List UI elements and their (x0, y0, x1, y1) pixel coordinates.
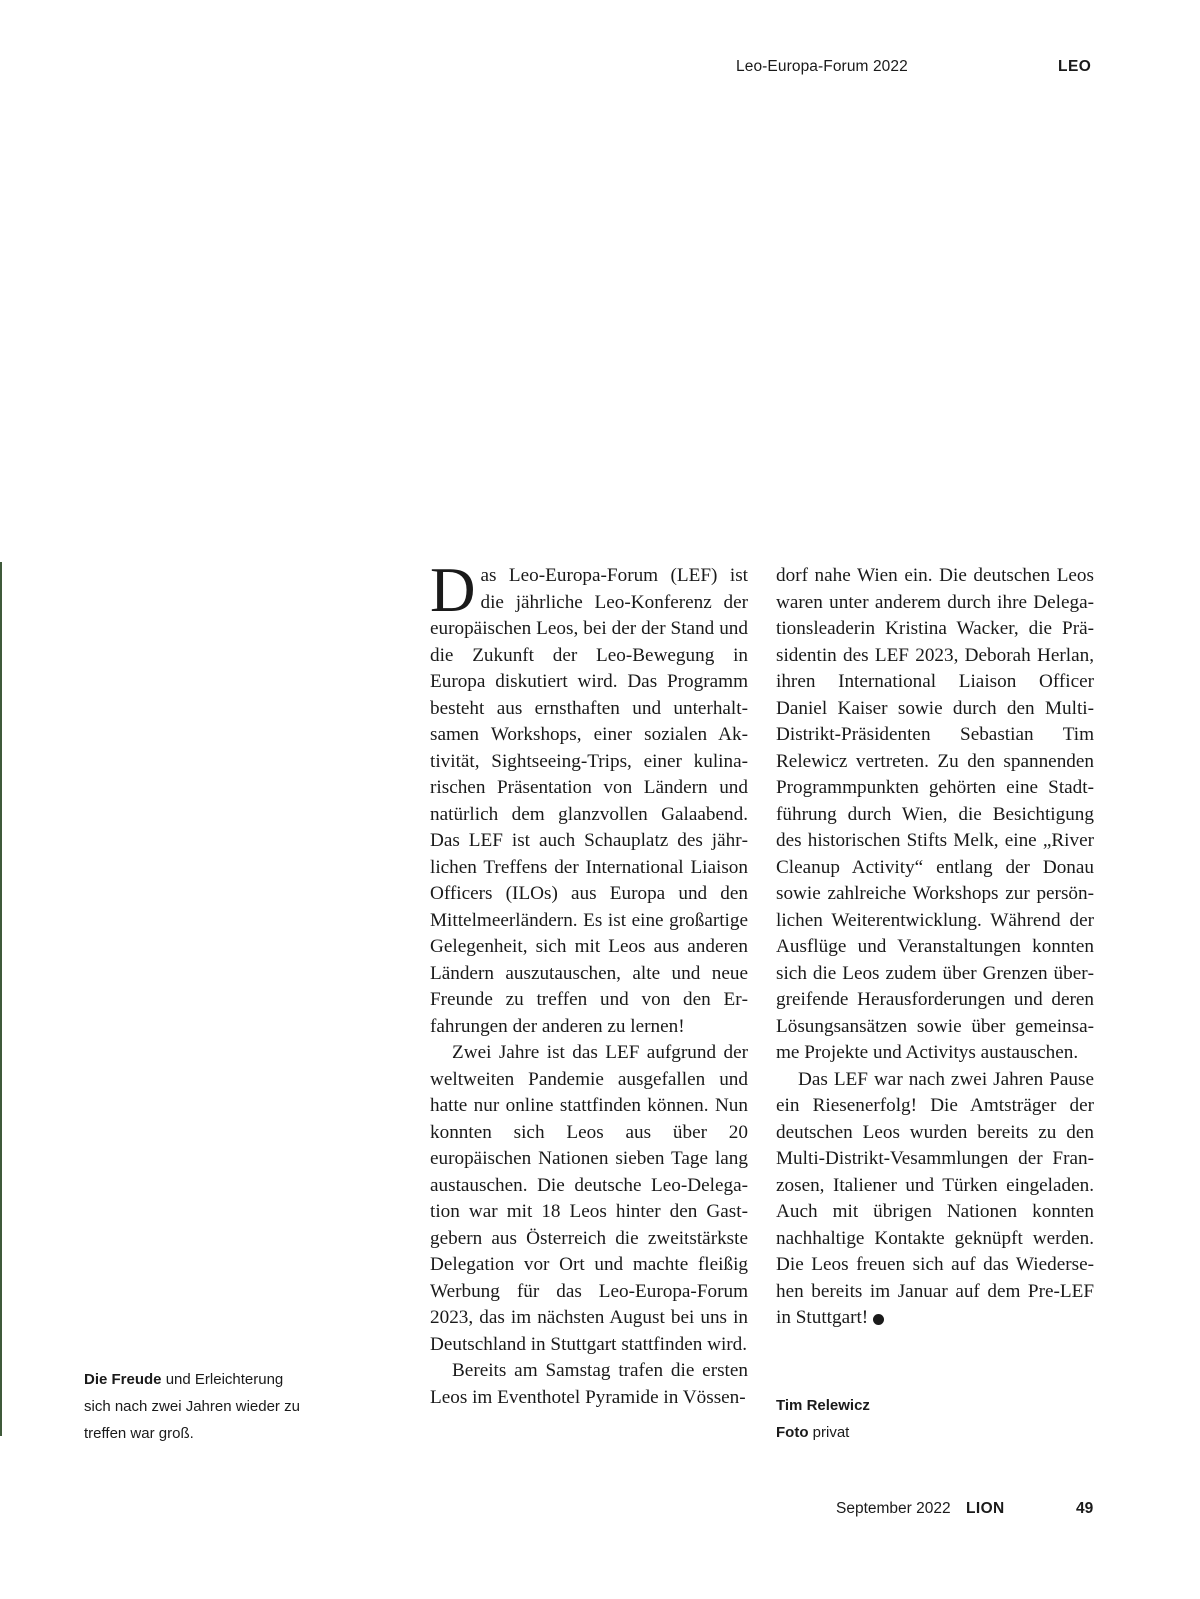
lion-end-mark-icon: L (873, 1314, 884, 1325)
photo-edge-line (0, 562, 2, 1436)
article-paragraph: Das Leo-Europa-Forum (LEF) ist die jährliche Leo-Konferenz der europäischen Leos, bei der der Stand und die Zukunft der Leo-Bewegung in Europa diskutiert wird. Das Programm besteht aus ernsthaften und unterhaltsamen Workshops, einer sozialen Aktivität, Sightseeing-Trips, einer kulinarischen Präsentation von Ländern und natürlich dem glanzvollen Galaabend. Das LEF ist auch Schauplatz des jährlichen Treffens der International Liaison Officers (ILOs) aus Europa und den Mittelmeerländern. Es ist eine großartige Gelegenheit, sich mit Leos aus anderen Ländern auszutauschen, alte und neue Freunde zu treffen und von den Erfahrungen der anderen zu lernen! (430, 555, 748, 1037)
footer-date: September 2022 (836, 1500, 951, 1517)
footer-magazine: LION (966, 1500, 1005, 1517)
article-paragraph: Das LEF war nach zwei Jahren Pause ein Riesenerfolg! Die Amtsträger der deutschen Leos wurden bereits zu den Multi-Distrikt-Vesammlungen der Franzosen, Italiener und Türken eingeladen. Auch mit übrigen Nationen konnten nachhaltige Kontakte geknüpft werden. Die Leos freuen sich auf das Wiedersehen bereits im Januar auf dem Pre-LEF in Stuttgart! L (776, 1068, 1094, 1328)
article-column-2 (776, 563, 1094, 1332)
page-number: 49 (1076, 1500, 1094, 1517)
photo-credit: Foto privat (776, 1424, 850, 1441)
article-paragraph: Zwei Jahre ist das LEF aufgrund der weltweiten Pandemie ausgefallen und hatte nur online stattfinden können. Nun konnten sich Leos aus über 20 europäischen Nationen sieben Tage lang austauschen. Die deutsche Leo-Delegation war mit 18 Leos hinter den Gastgebern aus Österreich die zweitstärkste Delegation vor Ort und machte fleißig Werbung für das Leo-Europa-Forum 2023, das im nächsten August bei uns in Deutschland in Stuttgart stattfinden wird. (430, 1042, 748, 1355)
author-name: Tim Relewicz (776, 1397, 870, 1414)
running-head: Leo-Europa-Forum 2022 (736, 58, 908, 75)
article-paragraph: dorf nahe Wien ein. Die deutschen Leos waren unter anderem durch ihre Delegationsleaderin Kristina Wacker, die Präsidentin des LEF 2023, Deborah Herlan, ihren International Liaison Officer Daniel Kaiser sowie durch den Multi-Distrikt-Präsidenten Sebastian Tim Relewicz vertreten. Zu den spannenden Programmpunkten gehörten eine Stadtführung durch Wien, die Besichtigung des historischen Stifts Melk, eine „River Cleanup Activity“ entlang der Donau sowie zahlreiche Workshops zur persönlichen Weiterentwicklung. Während der Ausflüge und Veranstaltungen konnten sich die Leos zudem über Grenzen übergreifende Herausforderungen und deren Lösungsansätzen sowie über gemeinsame Projekte und Activitys austauschen. (776, 565, 1094, 1063)
credits (776, 1392, 870, 1446)
drop-cap: D (430, 555, 476, 625)
article-column-1 (430, 555, 748, 1411)
article-paragraph: Bereits am Samstag trafen die ersten Leos im Eventhotel Pyramide in Vössen- (430, 1360, 748, 1408)
caption-text: und Erleichterung sich nach zwei Jahren wieder zu treffen war groß. (84, 1371, 300, 1442)
section-label: LEO (1058, 58, 1092, 75)
photo-caption (84, 1366, 314, 1447)
caption-lead: Die Freude (84, 1371, 162, 1388)
